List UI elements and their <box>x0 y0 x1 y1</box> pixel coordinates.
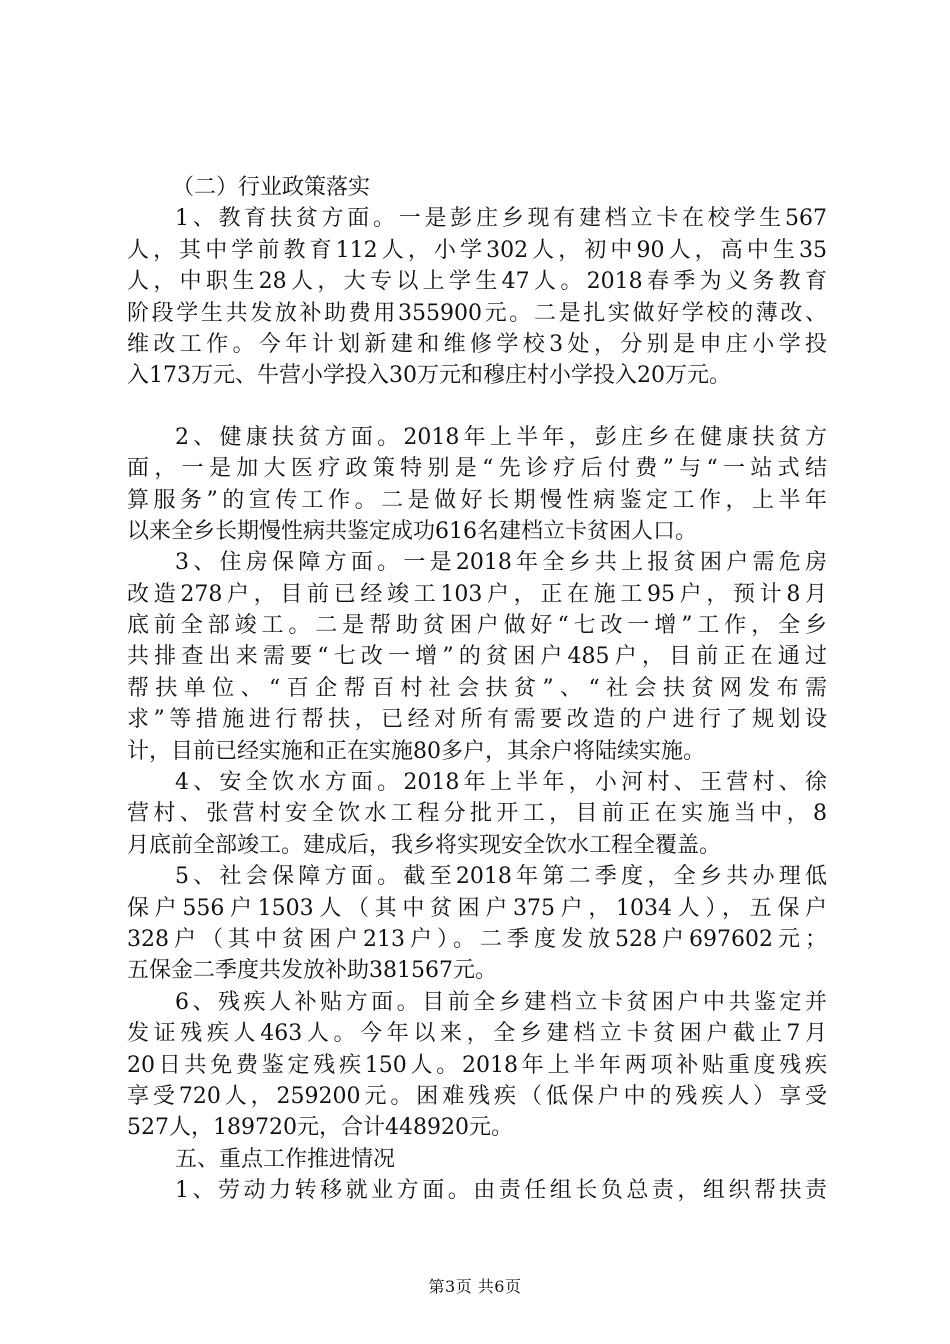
paragraph-line: 享受720人，259200元。困难残疾（低保户中的残疾人）享受 <box>127 1083 827 1109</box>
paragraph-line: 人，中职生28人，大专以上学生47人。2018春季为义务教育 <box>127 269 827 295</box>
paragraph-line: 5、社会保障方面。截至2018年第二季度，全乡共办理低 <box>175 864 827 890</box>
paragraph-line: 帮扶单位、“百企帮百村社会扶贫”、“社会扶贫网发布需 <box>127 675 827 701</box>
paragraph-line: 底前全部竣工。二是帮助贫困户做好“七改一增”工作，全乡 <box>127 613 827 639</box>
paragraph-line: 以来全乡长期慢性病共鉴定成功616名建档立卡贫困人口。 <box>127 518 697 544</box>
paragraph-line: 维改工作。今年计划新建和维修学校3处，分别是申庄小学投 <box>127 331 827 357</box>
paragraph-line: 人，其中学前教育112人，小学302人，初中90人，高中生35 <box>127 237 827 263</box>
paragraph-line: 发证残疾人463人。今年以来，全乡建档立卡贫困户截止7月 <box>127 1021 827 1047</box>
paragraph-line: 20日共免费鉴定残疾150人。2018年上半年两项补贴重度残疾 <box>127 1052 827 1078</box>
paragraph-line: 3、住房保障方面。一是2018年全乡共上报贫困户需危房 <box>175 550 827 576</box>
paragraph-line: 1、教育扶贫方面。一是彭庄乡现有建档立卡在校学生567 <box>175 206 827 232</box>
paragraph-line: 阶段学生共发放补助费用355900元。二是扎实做好学校的薄改、 <box>127 300 827 326</box>
paragraph-line: 527人，189720元，合计448920元。 <box>127 1115 513 1141</box>
paragraph-line: 共排查出来需要“七改一增”的贫困户485户，目前正在通过 <box>127 644 827 670</box>
paragraph-line: 1、劳动力转移就业方面。由责任组长负总责，组织帮扶责 <box>175 1178 827 1204</box>
paragraph-line: 328户（其中贫困户213户）。二季度发放528户697602元； <box>127 926 827 952</box>
paragraph-line: 计，目前已经实施和正在实施80多户，其余户将陆续实施。 <box>127 738 705 764</box>
paragraph-line: 改造278户，目前已经竣工103户，正在施工95户，预计8月 <box>127 581 827 607</box>
paragraph-spacer <box>127 392 827 422</box>
paragraph-line: 月底前全部竣工。建成后，我乡将实现安全饮水工程全覆盖。 <box>127 832 722 858</box>
paragraph-line: 6、残疾人补贴方面。目前全乡建档立卡贫困户中共鉴定并 <box>175 989 827 1015</box>
page-number-label: 第3页 共6页 <box>428 1277 522 1296</box>
paragraph-line: 4、安全饮水方面。2018年上半年，小河村、王营村、徐 <box>175 770 827 796</box>
document-body <box>127 172 827 1207</box>
section-heading-policy: （二）行业政策落实 <box>172 175 371 200</box>
paragraph-line: 算服务”的宣传工作。二是做好长期慢性病鉴定工作，上半年 <box>127 487 827 513</box>
section-heading-key-work: 五、重点工作推进情况 <box>175 1146 396 1172</box>
paragraph-line: 保户556户1503人（其中贫困户375户，1034人），五保户 <box>127 895 827 921</box>
paragraph-line: 求”等措施进行帮扶，已经对所有需要改造的户进行了规划设 <box>127 707 827 733</box>
paragraph-line: 营村、张营村安全饮水工程分批开工，目前正在实施当中，8 <box>127 801 827 827</box>
paragraph-line: 五保金二季度共发放补助381567元。 <box>127 958 497 984</box>
paragraph-line: 面，一是加大医疗政策特别是“先诊疗后付费”与“一站式结 <box>127 456 827 482</box>
page-footer <box>0 1275 950 1299</box>
paragraph-line: 2、健康扶贫方面。2018年上半年，彭庄乡在健康扶贫方 <box>175 424 827 450</box>
paragraph-line: 入173万元、牛营小学投入30万元和穆庄村小学投入20万元。 <box>127 363 731 389</box>
